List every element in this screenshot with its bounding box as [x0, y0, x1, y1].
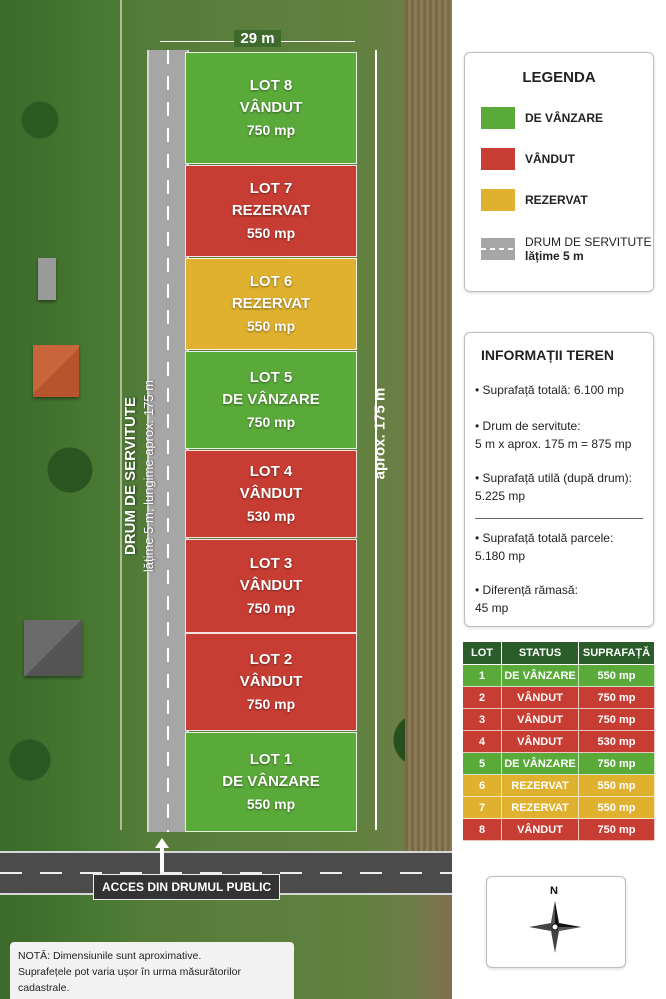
table-cell-status: VÂNDUT: [502, 819, 579, 841]
lot-status: VÂNDUT: [239, 577, 303, 594]
length-dimension-label: aprox. 175 m: [371, 387, 389, 480]
info-parcele: • Suprafață totală parcele: 5.180 mp: [475, 531, 614, 563]
lot-status: VÂNDUT: [239, 673, 303, 690]
table-cell-lot: 8: [463, 819, 502, 841]
legend-road-label: DRUM DE SERVITUTE: [525, 235, 652, 249]
table-cell-lot: 7: [463, 797, 502, 819]
table-cell-area: 550 mp: [579, 797, 655, 819]
table-cell-lot: 2: [463, 687, 502, 709]
table-header-row: [463, 642, 655, 665]
legend-road-sub: lățime 5 m: [525, 249, 584, 263]
servitute-road-label: [122, 356, 158, 596]
col-header-lot: LOT: [463, 642, 502, 665]
lot-status: DE VÂNZARE: [222, 773, 320, 790]
width-dimension-label: 29 m: [234, 30, 280, 47]
table-cell-status: REZERVAT: [502, 797, 579, 819]
table-cell-lot: 1: [463, 665, 502, 687]
table-cell-lot: 3: [463, 709, 502, 731]
lot-name: LOT 1: [249, 751, 293, 768]
lot-6[interactable]: [185, 258, 357, 350]
table-cell-area: 750 mp: [579, 819, 655, 841]
lot-name: LOT 3: [249, 555, 293, 572]
legend-swatch: [481, 107, 515, 129]
lot-8[interactable]: [185, 52, 357, 164]
lot-name: LOT 7: [249, 180, 293, 197]
col-header-status: STATUS: [502, 642, 579, 665]
lot-name: LOT 6: [249, 273, 293, 290]
table-cell-area: 750 mp: [579, 709, 655, 731]
table-cell-status: DE VÂNZARE: [502, 753, 579, 775]
house-grey-roof: [24, 620, 82, 676]
width-dimension: [160, 30, 355, 47]
legend-road-swatch: [481, 238, 515, 260]
table-row: [463, 709, 655, 731]
lot-status: DE VÂNZARE: [222, 391, 320, 408]
info-total: • Suprafață totală: 6.100 mp: [475, 383, 624, 397]
table-cell-lot: 5: [463, 753, 502, 775]
col-header-area: SUPRAFAȚĂ: [579, 642, 655, 665]
servitute-road-subtitle: lățime 5 m, lungime aprox. 175 m: [141, 379, 156, 573]
lot-name: LOT 5: [249, 369, 293, 386]
lot-name: LOT 4: [249, 463, 293, 480]
shed: [38, 258, 56, 300]
north-label: N: [550, 885, 558, 897]
lot-4[interactable]: [185, 450, 357, 538]
table-cell-status: DE VÂNZARE: [502, 665, 579, 687]
lot-area: 750 mp: [246, 122, 296, 138]
table-body: [463, 665, 655, 841]
table-cell-status: VÂNDUT: [502, 731, 579, 753]
info-util: • Suprafață utilă (după drum): 5.225 mp: [475, 471, 632, 503]
lots-table: [462, 641, 655, 841]
note-line-1: NOTĂ: Dimensiunile sunt aproximative.: [18, 950, 202, 962]
lot-area: 750 mp: [246, 414, 296, 430]
legend-swatch: [481, 189, 515, 211]
table-cell-area: 750 mp: [579, 687, 655, 709]
table-cell-area: 550 mp: [579, 665, 655, 687]
table-row: [463, 687, 655, 709]
compass-rose-icon: [527, 899, 583, 955]
lot-area: 530 mp: [246, 508, 296, 524]
info-diff: • Diferență rămasă: 45 mp: [475, 583, 578, 615]
legend-panel: [464, 52, 654, 292]
lot-area: 550 mp: [246, 225, 296, 241]
lot-area: 750 mp: [246, 600, 296, 616]
table-cell-area: 530 mp: [579, 731, 655, 753]
lot-2[interactable]: [185, 633, 357, 731]
lot-area: 550 mp: [246, 318, 296, 334]
legend-swatch: [481, 148, 515, 170]
lot-3[interactable]: [185, 539, 357, 633]
table-cell-lot: 6: [463, 775, 502, 797]
table-cell-area: 750 mp: [579, 753, 655, 775]
table-cell-area: 550 mp: [579, 775, 655, 797]
lot-status: REZERVAT: [231, 202, 311, 219]
legend-title: LEGENDA: [522, 69, 596, 86]
lot-1[interactable]: [185, 732, 357, 832]
table-row: [463, 775, 655, 797]
plowed-field: [405, 0, 452, 860]
lot-7[interactable]: [185, 165, 357, 257]
table-cell-status: REZERVAT: [502, 775, 579, 797]
table-row: [463, 753, 655, 775]
lot-name: LOT 8: [249, 77, 293, 94]
info-drum: • Drum de servitute: 5 m x aprox. 175 m = 875 mp: [475, 419, 632, 451]
lot-status: VÂNDUT: [239, 485, 303, 502]
legend-item-de-vanzare: DE VÂNZARE: [481, 107, 603, 129]
note-line-2: Suprafețele pot varia ușor în urma măsurătorilor cadastrale.: [18, 966, 241, 994]
legend-item-rezervat: REZERVAT: [481, 189, 588, 211]
table-row: [463, 731, 655, 753]
access-label: ACCES DIN DRUMUL PUBLIC: [93, 874, 280, 900]
info-title: INFORMAȚII TEREN: [481, 347, 614, 363]
lot-name: LOT 2: [249, 651, 293, 668]
table-row: [463, 665, 655, 687]
legend-item-vandut: VÂNDUT: [481, 148, 575, 170]
legend-item-drum: [481, 235, 651, 263]
table-row: [463, 819, 655, 841]
compass-panel: [486, 876, 626, 968]
table-cell-status: VÂNDUT: [502, 709, 579, 731]
table-cell-lot: 4: [463, 731, 502, 753]
info-divider: [475, 518, 643, 519]
lot-status: REZERVAT: [231, 295, 311, 312]
house-red-roof: [33, 345, 79, 397]
lot-status: VÂNDUT: [239, 99, 303, 116]
lot-area: 550 mp: [246, 796, 296, 812]
lot-5[interactable]: [185, 351, 357, 449]
info-panel: [464, 332, 654, 627]
table-cell-status: VÂNDUT: [502, 687, 579, 709]
dimension-note: [10, 942, 294, 999]
lot-area: 750 mp: [246, 696, 296, 712]
table-row: [463, 797, 655, 819]
servitute-road-title: DRUM DE SERVITUTE: [122, 396, 139, 556]
